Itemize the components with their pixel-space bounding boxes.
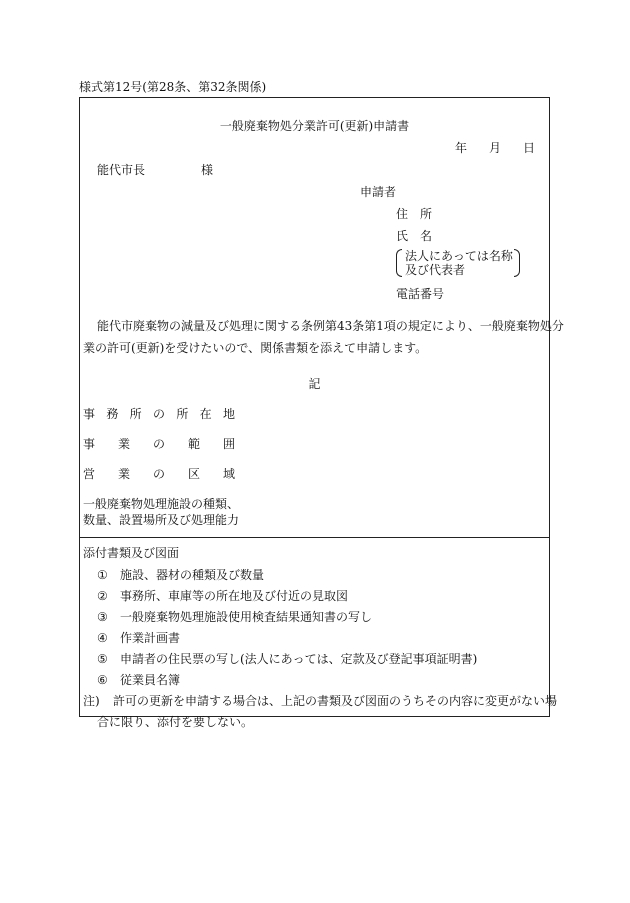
attachment-number: ② — [97, 589, 108, 603]
ki-heading: 記 — [308, 377, 321, 391]
attachments-heading: 添付書類及び図面 — [83, 546, 180, 560]
application-form — [79, 97, 564, 729]
note-line1: 許可の更新を申請する場合は、上記の書類及び図面のうちその内容に変更がない場 — [113, 694, 558, 708]
attachment-text: 事務所、車庫等の所在地及び付近の見取図 — [120, 589, 349, 603]
corp-note-line2: 及び代表者 — [405, 263, 466, 277]
note-line2: 合に限り、添付を要しない。 — [97, 715, 254, 729]
attachment-text: 一般廃棄物処理施設使用検査結果通知書の写し — [120, 610, 373, 624]
body-line1: 能代市廃棄物の減量及び処理に関する条例第43条第1項の規定により、一般廃棄物処分 — [97, 319, 564, 333]
phone-label: 電話番号 — [396, 287, 445, 301]
applicant-heading: 申請者 — [360, 185, 397, 199]
corporation-note — [396, 249, 520, 277]
attachment-number: ① — [97, 568, 108, 582]
attachment-text: 従業員名簿 — [120, 673, 181, 687]
name-label: 氏 名 — [396, 229, 433, 243]
business-area-label: 営 業 の 区 域 — [83, 467, 235, 481]
date-day: 日 — [523, 141, 536, 155]
office-location-label: 事 務 所 の 所 在 地 — [83, 407, 235, 421]
note-label: 注) — [83, 694, 100, 708]
date-year: 年 — [455, 141, 468, 155]
right-bracket — [514, 249, 520, 277]
section-divider — [80, 537, 549, 538]
form-number: 様式第12号(第28条、第32条関係) — [79, 80, 267, 94]
attachment-number: ④ — [97, 631, 108, 645]
corp-note-line1: 法人にあっては名称 — [405, 249, 513, 263]
attachment-number: ③ — [97, 610, 108, 624]
facility-label-line2: 数量、設置場所及び処理能力 — [83, 513, 240, 527]
attachment-text: 申請者の住民票の写し(法人にあっては、定款及び登記事項証明書) — [120, 652, 478, 666]
attachment-text: 施設、器材の種類及び数量 — [120, 568, 265, 582]
attachment-number: ⑥ — [97, 673, 108, 687]
address-label: 住 所 — [396, 207, 433, 221]
attachment-number: ⑤ — [97, 652, 108, 666]
body-line2: 業の許可(更新)を受けたいので、関係書類を添えて申請します。 — [83, 341, 428, 355]
attachment-text: 作業計画書 — [120, 631, 181, 645]
left-bracket — [396, 249, 402, 277]
addressee-honorific: 様 — [201, 163, 214, 177]
addressee-name: 能代市長 — [97, 163, 146, 177]
form-title: 一般廃棄物処分業許可(更新)申請書 — [219, 119, 410, 133]
business-scope-label: 事 業 の 範 囲 — [83, 437, 235, 451]
date-month: 月 — [489, 141, 502, 155]
facility-label-line1: 一般廃棄物処理施設の種類、 — [83, 497, 240, 511]
